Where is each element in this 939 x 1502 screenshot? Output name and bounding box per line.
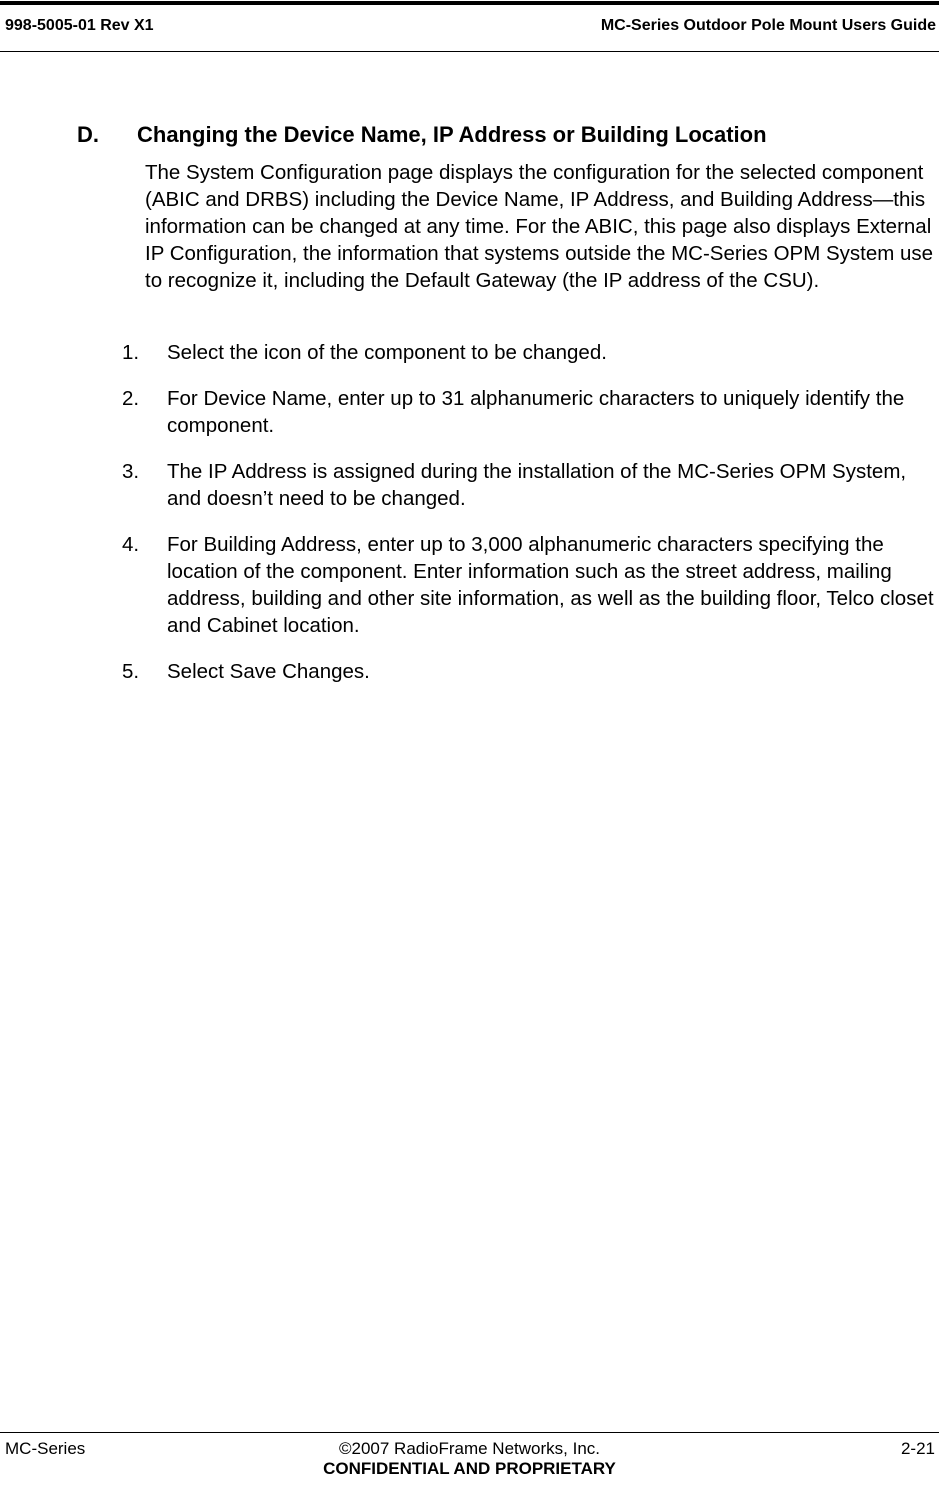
footer-confidential: CONFIDENTIAL AND PROPRIETARY — [323, 1459, 616, 1478]
step-text: The IP Address is assigned during the installation of the MC-Series OPM System, and doesn’t need to be changed. — [167, 460, 907, 510]
step-number: 3. — [122, 460, 140, 483]
step-text: Select the icon of the component to be changed. — [167, 341, 607, 364]
list-item — [122, 531, 937, 639]
step-number: 5. — [122, 660, 140, 683]
step-text: Select Save Changes. — [167, 660, 370, 683]
step-number: 1. — [122, 341, 140, 364]
list-item — [122, 658, 937, 685]
header-doc-title: MC-Series Outdoor Pole Mount Users Guide — [600, 17, 936, 34]
step-text: For Device Name, enter up to 31 alphanumeric characters to uniquely identify the component. — [167, 387, 905, 437]
section-heading — [77, 121, 767, 149]
step-number: 4. — [122, 533, 140, 556]
footer-copyright: ©2007 RadioFrame Networks, Inc. — [338, 1439, 601, 1458]
list-item — [122, 458, 937, 512]
top-rule — [0, 1, 939, 5]
section-title: Changing the Device Name, IP Address or Building Location — [137, 122, 767, 147]
section-letter: D. — [77, 122, 99, 147]
step-number: 2. — [122, 387, 140, 410]
list-item — [122, 339, 937, 366]
intro-paragraph: The System Configuration page displays the configuration for the selected component (ABIC and DRBS) including the Device Name, IP Address, and Building Address—this information can be changed at any time. For the ABIC, this page also displays External IP Configuration, the information that systems outside the MC-Series OPM System use to recognize it, including the Default Gateway (the IP address of the CSU). — [145, 161, 934, 292]
footer-product: MC-Series — [5, 1439, 86, 1458]
header-doc-number: 998-5005-01 Rev X1 — [5, 17, 154, 34]
steps-list — [122, 339, 937, 704]
step-text: For Building Address, enter up to 3,000 alphanumeric characters specifying the location of the component. Enter information such as the street address, mailing address, building and other site information, as well as the building floor, Telco closet and Cabinet location. — [167, 533, 934, 637]
footer-rule — [0, 1432, 939, 1433]
header-rule — [0, 51, 939, 52]
footer-page-number: 2-21 — [900, 1439, 935, 1458]
list-item — [122, 385, 937, 439]
